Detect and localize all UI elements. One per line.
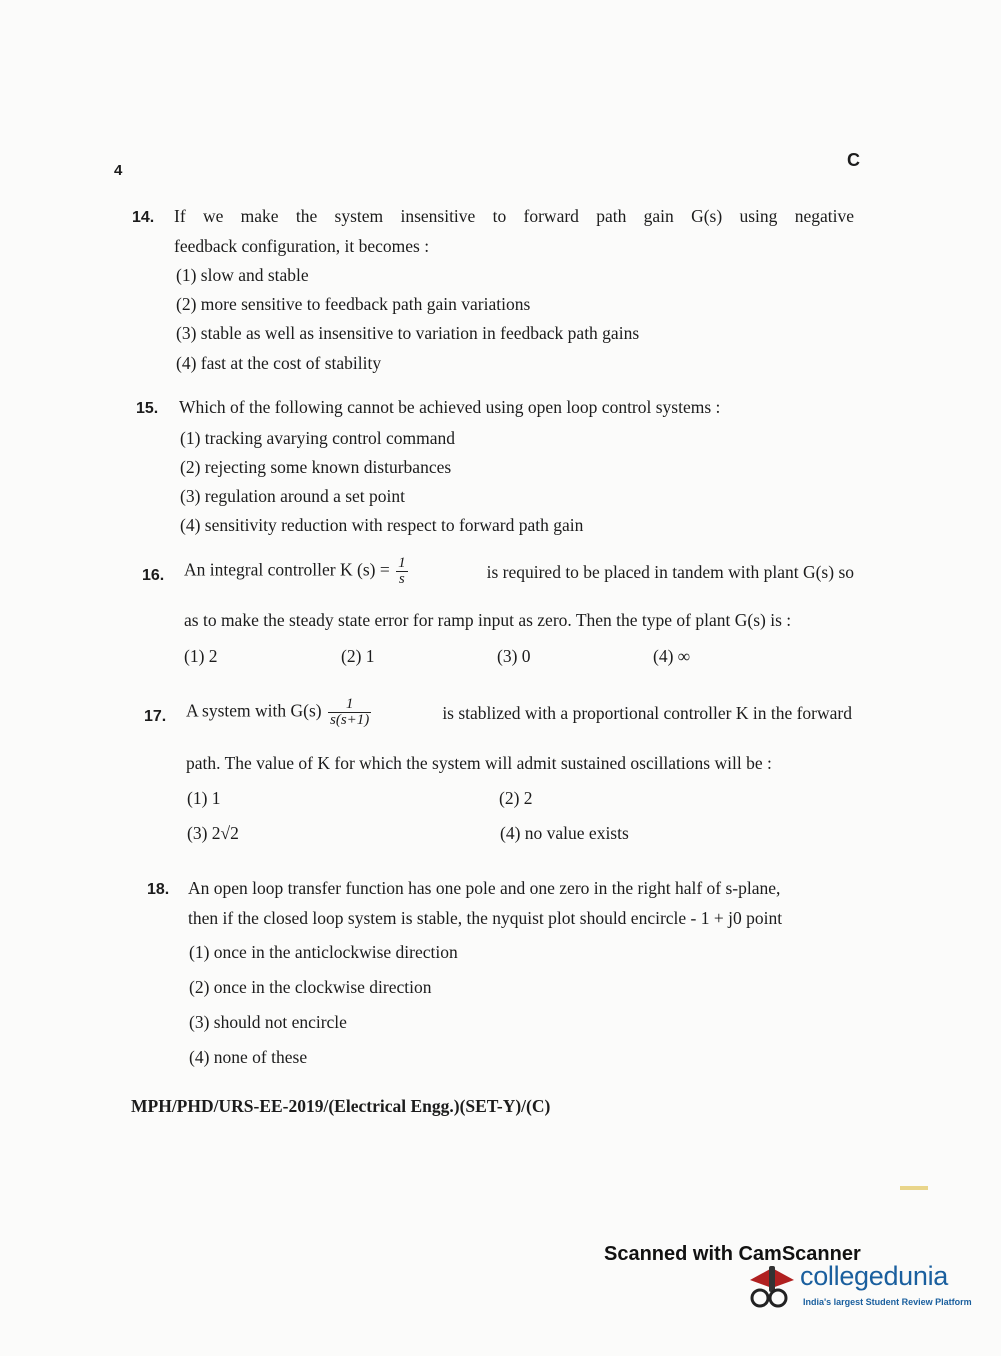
option: (1) slow and stable — [176, 265, 309, 285]
option: (2) 2 — [499, 788, 533, 808]
question-text-line: then if the closed loop system is stable, the nyquist plot should encircle - 1 + j0 point — [188, 908, 783, 928]
question-text-segment: is required to be placed in tandem with plant G(s) so — [486, 561, 854, 582]
option: (2) rejecting some known disturbances — [180, 457, 452, 477]
option: (2) once in the clockwise direction — [189, 977, 432, 997]
fraction-numerator: 1 — [328, 697, 371, 713]
option: (1) once in the anticlockwise direction — [189, 942, 458, 962]
question-text-line: If we make the system insensitive to forward path gain G(s) using negative — [174, 206, 854, 226]
question-text-line: Which of the following cannot be achieved using open loop control systems : — [179, 397, 721, 417]
question-text-segment: An integral controller K (s) = — [184, 559, 390, 580]
question-text-line: An open loop transfer function has one pole and one zero in the right half of s-plane, — [188, 878, 781, 898]
fraction-denominator: s — [398, 571, 405, 587]
option: (3) 0 — [497, 646, 531, 666]
question-text-segment: A system with G(s) — [186, 700, 322, 721]
option: (2) 1 — [341, 646, 375, 666]
fraction-numerator: 1 — [398, 555, 406, 571]
fraction — [328, 697, 371, 728]
option: (3) 2√2 — [187, 823, 239, 843]
option: (2) more sensitive to feedback path gain variations — [176, 294, 531, 314]
question-text-segment: is stablized with a proportional controller K in the forward — [442, 702, 852, 723]
fraction — [396, 556, 408, 587]
set-letter: C — [847, 150, 860, 170]
question-number: 14. — [132, 209, 155, 226]
option: (4) ∞ — [653, 646, 691, 666]
option: (4) none of these — [189, 1047, 308, 1067]
question-text-line: path. The value of K for which the system will admit sustained oscillations will be : — [186, 753, 772, 773]
scanned-with-watermark: Scanned with CamScanner — [604, 1243, 861, 1265]
question-text-line: feedback configuration, it becomes : — [174, 236, 430, 256]
question-number: 18. — [147, 881, 170, 898]
question-number: 16. — [142, 567, 165, 584]
collegedunia-tagline: India's largest Student Review Platform — [803, 1297, 972, 1307]
exam-code-footer: MPH/PHD/URS-EE-2019/(Electrical Engg.)(SET-Y)/(C) — [131, 1096, 551, 1116]
option: (3) stable as well as insensitive to variation in feedback path gains — [176, 323, 640, 343]
option: (3) regulation around a set point — [180, 486, 406, 506]
collegedunia-brand: collegedunia — [800, 1261, 949, 1291]
option: (1) 1 — [187, 788, 221, 808]
question-text-line: as to make the steady state error for ramp input as zero. Then the type of plant G(s) is : — [184, 610, 792, 630]
option: (4) no value exists — [500, 823, 629, 843]
option: (3) should not encircle — [189, 1012, 347, 1032]
fraction-denominator: s(s+1) — [330, 712, 370, 728]
question-text-line — [186, 697, 852, 728]
question-number: 17. — [144, 708, 167, 725]
option: (4) fast at the cost of stability — [176, 353, 382, 373]
question-text-line — [184, 556, 854, 587]
collegedunia-logo-icon — [744, 1262, 800, 1314]
question-number: 15. — [136, 400, 159, 417]
scan-edge-mark — [900, 1186, 928, 1190]
option: (1) 2 — [184, 646, 218, 666]
option: (1) tracking avarying control command — [180, 428, 456, 448]
page-number: 4 — [114, 162, 123, 179]
option: (4) sensitivity reduction with respect to forward path gain — [180, 515, 584, 535]
